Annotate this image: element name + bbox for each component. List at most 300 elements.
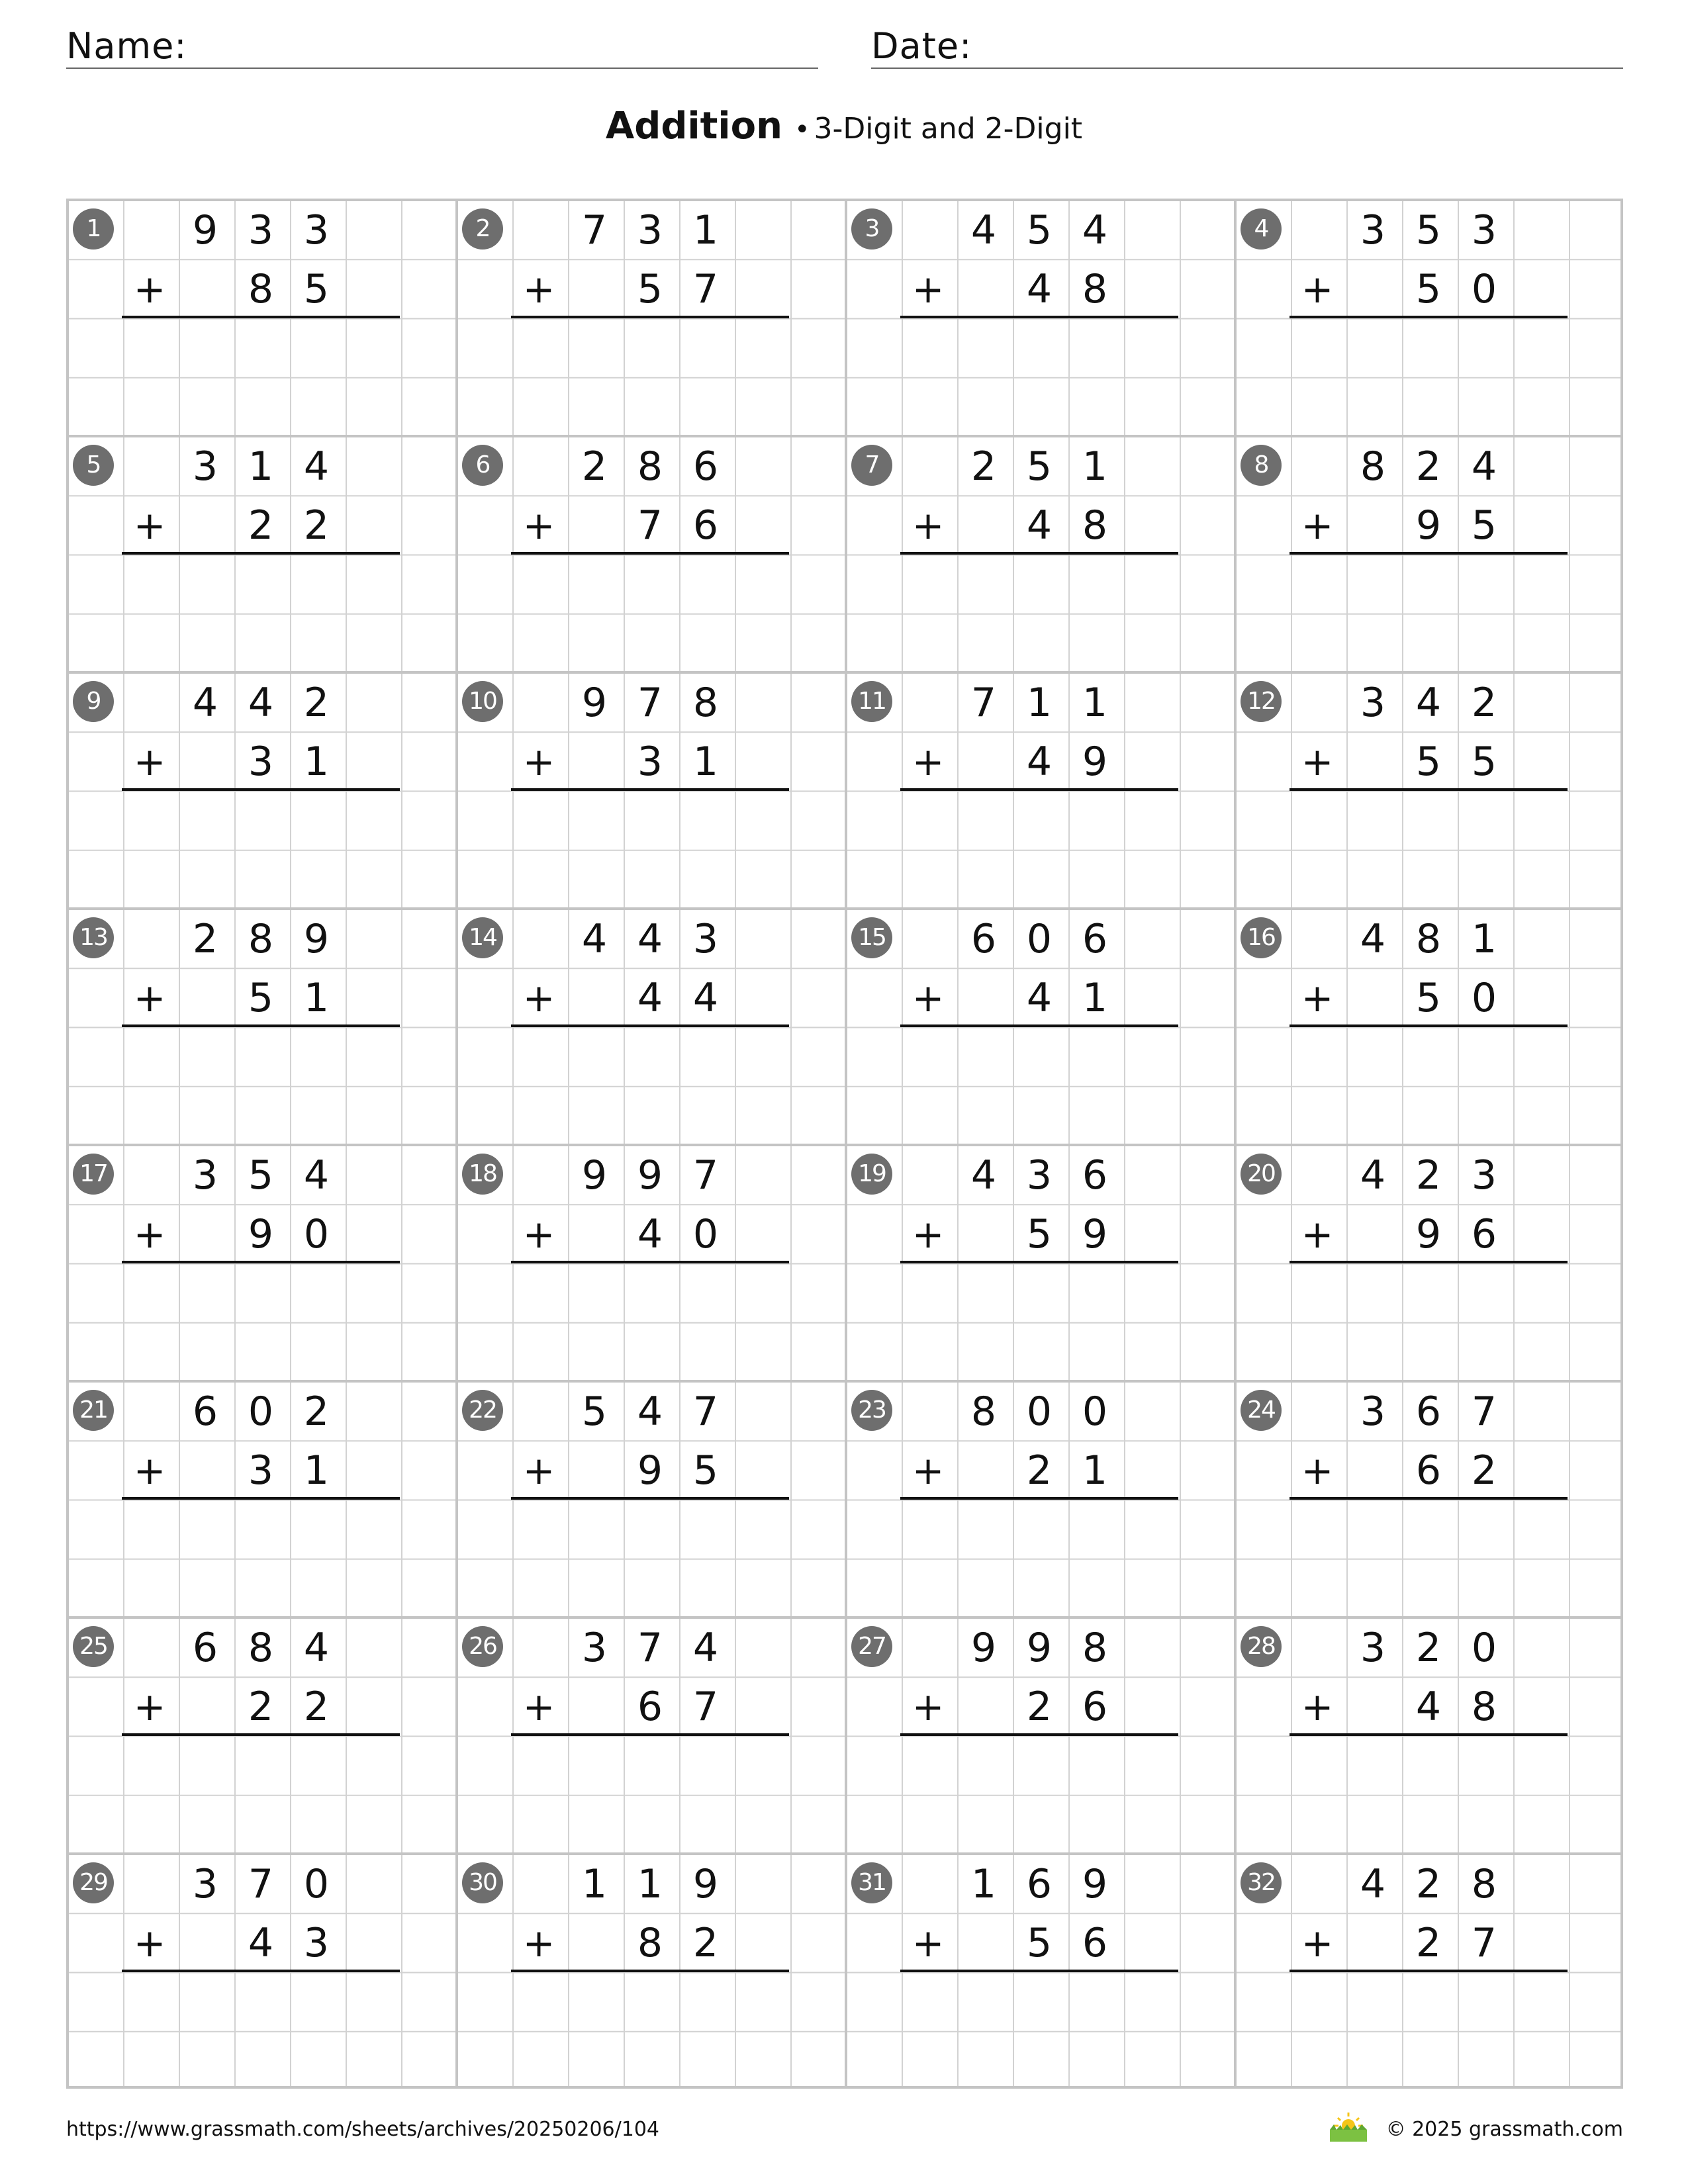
answer-line — [1289, 1497, 1568, 1500]
answer-line — [122, 1497, 400, 1500]
problem-number-badge: 32 — [1241, 1862, 1282, 1903]
answer-area[interactable] — [900, 319, 1178, 432]
addend-top-digit: 3 — [1471, 1152, 1497, 1199]
answer-line — [900, 552, 1178, 555]
addend-top-digit: 3 — [1360, 680, 1386, 726]
addend-top-digit: 2 — [192, 916, 218, 962]
answer-area[interactable] — [122, 1500, 400, 1613]
addend-top-digit: 3 — [1360, 207, 1386, 253]
addend-top-digit: 6 — [1415, 1388, 1442, 1435]
addend-top-digit: 5 — [1026, 207, 1053, 253]
addend-bottom-digit: 1 — [303, 1447, 330, 1494]
problem-number-badge: 3 — [851, 208, 892, 250]
plus-sign: + — [522, 1921, 555, 1966]
plus-sign: + — [1301, 1921, 1334, 1966]
answer-area[interactable] — [1289, 1028, 1568, 1140]
plus-sign: + — [912, 1448, 945, 1493]
problem-number-badge: 11 — [851, 681, 892, 722]
problem-number-badge: 8 — [1241, 445, 1282, 486]
addend-top-digit: 0 — [1026, 916, 1053, 962]
addend-bottom-digit: 4 — [1026, 502, 1053, 549]
problem-24 — [1234, 1380, 1623, 1616]
addend-top-digit: 2 — [1415, 1152, 1442, 1199]
addend-top-digit: 9 — [192, 207, 218, 253]
plus-sign: + — [1301, 976, 1334, 1021]
addend-top-digit: 3 — [1471, 207, 1497, 253]
addend-bottom-digit: 2 — [1026, 1684, 1053, 1730]
addend-bottom-digit: 0 — [1471, 975, 1497, 1021]
plus-sign: + — [522, 976, 555, 1021]
addend-top-digit: 7 — [692, 1152, 719, 1199]
addend-top-digit: 4 — [248, 680, 274, 726]
answer-line — [900, 316, 1178, 318]
date-label: Date: — [871, 25, 972, 67]
addend-top-digit: 6 — [1082, 916, 1108, 962]
addend-bottom-digit: 2 — [692, 1920, 719, 1966]
answer-line — [1289, 552, 1568, 555]
addend-top-digit: 8 — [248, 1625, 274, 1671]
plus-sign: + — [912, 1212, 945, 1257]
problem-number-badge: 31 — [851, 1862, 892, 1903]
answer-area[interactable] — [900, 1737, 1178, 1849]
addend-bottom-digit: 1 — [303, 975, 330, 1021]
answer-line — [122, 316, 400, 318]
addend-top-digit: 6 — [192, 1625, 218, 1671]
addend-top-digit: 9 — [581, 1152, 608, 1199]
addend-top-digit: 4 — [637, 1388, 663, 1435]
plus-sign: + — [522, 1448, 555, 1493]
addend-top-digit: 2 — [1415, 1625, 1442, 1671]
addend-top-digit: 2 — [303, 1388, 330, 1435]
problem-20 — [1234, 1144, 1623, 1380]
addend-bottom-digit: 4 — [248, 1920, 274, 1966]
problem-number-badge: 19 — [851, 1154, 892, 1195]
title-main: Addition — [605, 105, 782, 148]
addend-top-digit: 8 — [692, 680, 719, 726]
addend-top-digit: 4 — [970, 207, 997, 253]
addend-bottom-digit: 8 — [1082, 266, 1108, 312]
answer-area[interactable] — [900, 1264, 1178, 1377]
addend-bottom-digit: 5 — [1415, 266, 1442, 312]
answer-area[interactable] — [1289, 1737, 1568, 1849]
answer-line — [122, 1970, 400, 1972]
addend-top-digit: 5 — [581, 1388, 608, 1435]
addend-bottom-digit: 9 — [248, 1211, 274, 1257]
answer-area[interactable] — [900, 1028, 1178, 1140]
answer-line — [511, 788, 789, 791]
addend-bottom-digit: 4 — [637, 1211, 663, 1257]
addend-top-digit: 9 — [692, 1861, 719, 1907]
addend-top-digit: 4 — [303, 1625, 330, 1671]
answer-area[interactable] — [511, 555, 789, 668]
addend-top-digit: 3 — [248, 207, 274, 253]
answer-area[interactable] — [122, 1264, 400, 1377]
plus-sign: + — [133, 1448, 166, 1493]
addend-top-digit: 4 — [1360, 1861, 1386, 1907]
addend-bottom-digit: 1 — [1082, 1447, 1108, 1494]
problem-number-badge: 25 — [73, 1626, 114, 1667]
problem-number-badge: 24 — [1241, 1390, 1282, 1431]
answer-area[interactable] — [900, 555, 1178, 668]
addend-top-digit: 4 — [1415, 680, 1442, 726]
addend-top-digit: 1 — [1082, 680, 1108, 726]
addend-bottom-digit: 1 — [303, 739, 330, 785]
answer-area[interactable] — [1289, 1973, 1568, 2085]
addend-top-digit: 2 — [1415, 443, 1442, 490]
addend-top-digit: 6 — [1082, 1152, 1108, 1199]
plus-sign: + — [522, 739, 555, 784]
addend-bottom-digit: 5 — [637, 266, 663, 312]
problem-number-badge: 6 — [462, 445, 503, 486]
addend-top-digit: 1 — [692, 207, 719, 253]
problem-25 — [66, 1616, 455, 1852]
addend-bottom-digit: 2 — [1415, 1920, 1442, 1966]
answer-line — [1289, 1024, 1568, 1027]
addend-top-digit: 1 — [1082, 443, 1108, 490]
footer-url: https://www.grassmath.com/sheets/archives/20250206/104 — [66, 2118, 660, 2141]
addend-top-digit: 6 — [1026, 1861, 1053, 1907]
addend-top-digit: 1 — [637, 1861, 663, 1907]
problem-number-badge: 23 — [851, 1390, 892, 1431]
addend-bottom-digit: 4 — [692, 975, 719, 1021]
addend-bottom-digit: 3 — [637, 739, 663, 785]
addend-bottom-digit: 5 — [248, 975, 274, 1021]
problem-15 — [845, 907, 1234, 1144]
addend-bottom-digit: 7 — [1471, 1920, 1497, 1966]
problem-number-badge: 20 — [1241, 1154, 1282, 1195]
problem-number-badge: 9 — [73, 681, 114, 722]
plus-sign: + — [912, 1684, 945, 1729]
problem-number-badge: 4 — [1241, 208, 1282, 250]
plus-sign: + — [912, 739, 945, 784]
problem-number-badge: 17 — [73, 1154, 114, 1195]
problem-8 — [1234, 435, 1623, 671]
addend-top-digit: 8 — [1082, 1625, 1108, 1671]
addend-bottom-digit: 6 — [637, 1684, 663, 1730]
addend-bottom-digit: 1 — [1082, 975, 1108, 1021]
problem-number-badge: 15 — [851, 917, 892, 958]
plus-sign: + — [133, 976, 166, 1021]
addend-top-digit: 2 — [581, 443, 608, 490]
problem-31 — [845, 1852, 1234, 2089]
addend-bottom-digit: 5 — [1415, 975, 1442, 1021]
answer-area[interactable] — [900, 1973, 1178, 2085]
plus-sign: + — [133, 1921, 166, 1966]
answer-line — [900, 788, 1178, 791]
addend-top-digit: 4 — [303, 443, 330, 490]
answer-line — [511, 1024, 789, 1027]
answer-area[interactable] — [1289, 1500, 1568, 1613]
addend-bottom-digit: 0 — [692, 1211, 719, 1257]
addend-top-digit: 3 — [637, 207, 663, 253]
addend-bottom-digit: 5 — [303, 266, 330, 312]
problem-number-badge: 2 — [462, 208, 503, 250]
answer-area[interactable] — [1289, 555, 1568, 668]
answer-area[interactable] — [511, 1973, 789, 2085]
addend-top-digit: 1 — [970, 1861, 997, 1907]
answer-line — [511, 1497, 789, 1500]
problem-number-badge: 10 — [462, 681, 503, 722]
addend-bottom-digit: 5 — [692, 1447, 719, 1494]
answer-area[interactable] — [511, 1500, 789, 1613]
addend-top-digit: 5 — [248, 1152, 274, 1199]
problem-5 — [66, 435, 455, 671]
plus-sign: + — [912, 503, 945, 548]
problem-27 — [845, 1616, 1234, 1852]
answer-area[interactable] — [900, 1500, 1178, 1613]
answer-area[interactable] — [122, 555, 400, 668]
answer-line — [900, 1024, 1178, 1027]
plus-sign: + — [133, 1684, 166, 1729]
answer-line — [122, 1733, 400, 1736]
problem-3 — [845, 199, 1234, 435]
problem-number-badge: 30 — [462, 1862, 503, 1903]
answer-area[interactable] — [1289, 792, 1568, 904]
problem-number-badge: 21 — [73, 1390, 114, 1431]
addend-bottom-digit: 2 — [248, 502, 274, 549]
addend-top-digit: 7 — [970, 680, 997, 726]
problem-number-badge: 13 — [73, 917, 114, 958]
addend-top-digit: 4 — [192, 680, 218, 726]
addend-bottom-digit: 9 — [637, 1447, 663, 1494]
problem-number-badge: 7 — [851, 445, 892, 486]
problem-32 — [1234, 1852, 1623, 2089]
plus-sign: + — [1301, 1212, 1334, 1257]
addend-top-digit: 8 — [970, 1388, 997, 1435]
addend-top-digit: 3 — [1360, 1625, 1386, 1671]
addend-top-digit: 1 — [581, 1861, 608, 1907]
addend-top-digit: 4 — [581, 916, 608, 962]
addend-bottom-digit: 7 — [637, 502, 663, 549]
problem-number-badge: 26 — [462, 1626, 503, 1667]
answer-line — [1289, 1970, 1568, 1972]
problem-10 — [455, 671, 845, 907]
answer-line — [511, 552, 789, 555]
problem-16 — [1234, 907, 1623, 1144]
addend-top-digit: 7 — [1471, 1388, 1497, 1435]
addend-top-digit: 3 — [192, 1861, 218, 1907]
problem-number-badge: 28 — [1241, 1626, 1282, 1667]
problem-7 — [845, 435, 1234, 671]
problem-11 — [845, 671, 1234, 907]
answer-line — [900, 1733, 1178, 1736]
addend-top-digit: 4 — [1360, 916, 1386, 962]
answer-area[interactable] — [1289, 319, 1568, 432]
plus-sign: + — [1301, 503, 1334, 548]
addend-top-digit: 4 — [637, 916, 663, 962]
answer-area[interactable] — [511, 792, 789, 904]
problem-number-badge: 14 — [462, 917, 503, 958]
answer-area[interactable] — [122, 1737, 400, 1849]
date-line[interactable] — [871, 68, 1623, 69]
addend-bottom-digit: 2 — [248, 1684, 274, 1730]
problem-29 — [66, 1852, 455, 2089]
answer-area[interactable] — [511, 1264, 789, 1377]
answer-line — [1289, 1733, 1568, 1736]
problem-17 — [66, 1144, 455, 1380]
addend-top-digit: 7 — [637, 1625, 663, 1671]
answer-line — [122, 788, 400, 791]
addend-top-digit: 6 — [692, 443, 719, 490]
problem-26 — [455, 1616, 845, 1852]
addend-bottom-digit: 7 — [692, 266, 719, 312]
name-line[interactable] — [66, 68, 818, 69]
addend-bottom-digit: 9 — [1415, 1211, 1442, 1257]
answer-line — [900, 1970, 1178, 1972]
answer-line — [900, 1261, 1178, 1263]
name-label: Name: — [66, 25, 187, 67]
problem-12 — [1234, 671, 1623, 907]
problem-9 — [66, 671, 455, 907]
addend-top-digit: 3 — [1026, 1152, 1053, 1199]
answer-line — [900, 1497, 1178, 1500]
answer-area[interactable] — [122, 1028, 400, 1140]
plus-sign: + — [912, 267, 945, 312]
problem-19 — [845, 1144, 1234, 1380]
plus-sign: + — [1301, 267, 1334, 312]
problem-2 — [455, 199, 845, 435]
addend-bottom-digit: 6 — [1082, 1920, 1108, 1966]
addend-bottom-digit: 6 — [1082, 1684, 1108, 1730]
answer-line — [511, 1733, 789, 1736]
addend-bottom-digit: 6 — [1415, 1447, 1442, 1494]
addend-top-digit: 4 — [1360, 1152, 1386, 1199]
answer-area[interactable] — [122, 319, 400, 432]
addend-bottom-digit: 3 — [248, 1447, 274, 1494]
addend-top-digit: 1 — [248, 443, 274, 490]
addend-bottom-digit: 9 — [1082, 1211, 1108, 1257]
problem-number-badge: 12 — [1241, 681, 1282, 722]
answer-area[interactable] — [1289, 1264, 1568, 1377]
addend-top-digit: 7 — [637, 680, 663, 726]
addend-bottom-digit: 2 — [303, 502, 330, 549]
plus-sign: + — [133, 1212, 166, 1257]
addend-top-digit: 4 — [692, 1625, 719, 1671]
addend-bottom-digit: 6 — [692, 502, 719, 549]
addend-bottom-digit: 3 — [248, 739, 274, 785]
addend-bottom-digit: 6 — [1471, 1211, 1497, 1257]
addend-top-digit: 3 — [303, 207, 330, 253]
plus-sign: + — [522, 503, 555, 548]
addend-top-digit: 9 — [303, 916, 330, 962]
addend-top-digit: 7 — [248, 1861, 274, 1907]
addend-top-digit: 6 — [970, 916, 997, 962]
answer-area[interactable] — [900, 792, 1178, 904]
addend-top-digit: 3 — [581, 1625, 608, 1671]
answer-area[interactable] — [122, 1973, 400, 2085]
addend-top-digit: 0 — [248, 1388, 274, 1435]
answer-area[interactable] — [511, 1737, 789, 1849]
addend-bottom-digit: 8 — [637, 1920, 663, 1966]
plus-sign: + — [1301, 1684, 1334, 1729]
problem-30 — [455, 1852, 845, 2089]
addend-bottom-digit: 7 — [692, 1684, 719, 1730]
problem-14 — [455, 907, 845, 1144]
addend-top-digit: 5 — [1415, 207, 1442, 253]
problem-4 — [1234, 199, 1623, 435]
addend-top-digit: 4 — [970, 1152, 997, 1199]
problem-1 — [66, 199, 455, 435]
answer-area[interactable] — [511, 1028, 789, 1140]
footer-copyright: © 2025 grassmath.com — [1385, 2118, 1623, 2141]
plus-sign: + — [133, 267, 166, 312]
addend-top-digit: 0 — [1082, 1388, 1108, 1435]
addend-top-digit: 6 — [192, 1388, 218, 1435]
plus-sign: + — [912, 976, 945, 1021]
addend-bottom-digit: 8 — [248, 266, 274, 312]
addend-top-digit: 5 — [1026, 443, 1053, 490]
addend-bottom-digit: 1 — [692, 739, 719, 785]
addend-bottom-digit: 5 — [1026, 1920, 1053, 1966]
addend-top-digit: 2 — [1471, 680, 1497, 726]
plus-sign: + — [133, 739, 166, 784]
answer-line — [1289, 788, 1568, 791]
answer-line — [122, 552, 400, 555]
addend-top-digit: 2 — [303, 680, 330, 726]
problem-22 — [455, 1380, 845, 1616]
plus-sign: + — [1301, 739, 1334, 784]
problem-number-badge: 18 — [462, 1154, 503, 1195]
answer-line — [1289, 1261, 1568, 1263]
addend-top-digit: 8 — [1360, 443, 1386, 490]
addend-top-digit: 7 — [692, 1388, 719, 1435]
addend-top-digit: 3 — [1360, 1388, 1386, 1435]
problem-number-badge: 27 — [851, 1626, 892, 1667]
plus-sign: + — [522, 267, 555, 312]
addend-bottom-digit: 5 — [1415, 739, 1442, 785]
addend-bottom-digit: 4 — [1026, 739, 1053, 785]
addend-top-digit: 9 — [970, 1625, 997, 1671]
problem-number-badge: 16 — [1241, 917, 1282, 958]
plus-sign: + — [133, 503, 166, 548]
addend-top-digit: 8 — [637, 443, 663, 490]
addend-top-digit: 8 — [1415, 916, 1442, 962]
addend-bottom-digit: 8 — [1082, 502, 1108, 549]
addend-top-digit: 4 — [303, 1152, 330, 1199]
grass-sun-logo-icon — [1327, 2110, 1370, 2143]
problem-number-badge: 22 — [462, 1390, 503, 1431]
addend-top-digit: 9 — [1082, 1861, 1108, 1907]
answer-area[interactable] — [511, 319, 789, 432]
addend-bottom-digit: 2 — [1026, 1447, 1053, 1494]
answer-line — [122, 1261, 400, 1263]
addend-top-digit: 0 — [1026, 1388, 1053, 1435]
addend-bottom-digit: 4 — [1415, 1684, 1442, 1730]
addend-bottom-digit: 4 — [1026, 266, 1053, 312]
problem-number-badge: 29 — [73, 1862, 114, 1903]
addend-top-digit: 2 — [970, 443, 997, 490]
answer-line — [122, 1024, 400, 1027]
answer-area[interactable] — [122, 792, 400, 904]
worksheet-title — [0, 105, 1688, 148]
problem-grid — [66, 199, 1623, 2089]
addend-bottom-digit: 4 — [1026, 975, 1053, 1021]
problem-13 — [66, 907, 455, 1144]
problem-number-badge: 1 — [73, 208, 114, 250]
addend-top-digit: 9 — [1026, 1625, 1053, 1671]
addend-bottom-digit: 5 — [1026, 1211, 1053, 1257]
addend-top-digit: 3 — [692, 916, 719, 962]
answer-line — [511, 1261, 789, 1263]
addend-top-digit: 0 — [1471, 1625, 1497, 1671]
plus-sign: + — [1301, 1448, 1334, 1493]
addend-bottom-digit: 5 — [1471, 739, 1497, 785]
addend-top-digit: 1 — [1026, 680, 1053, 726]
problem-18 — [455, 1144, 845, 1380]
addend-bottom-digit: 0 — [1471, 266, 1497, 312]
plus-sign: + — [912, 1921, 945, 1966]
addend-top-digit: 1 — [1471, 916, 1497, 962]
